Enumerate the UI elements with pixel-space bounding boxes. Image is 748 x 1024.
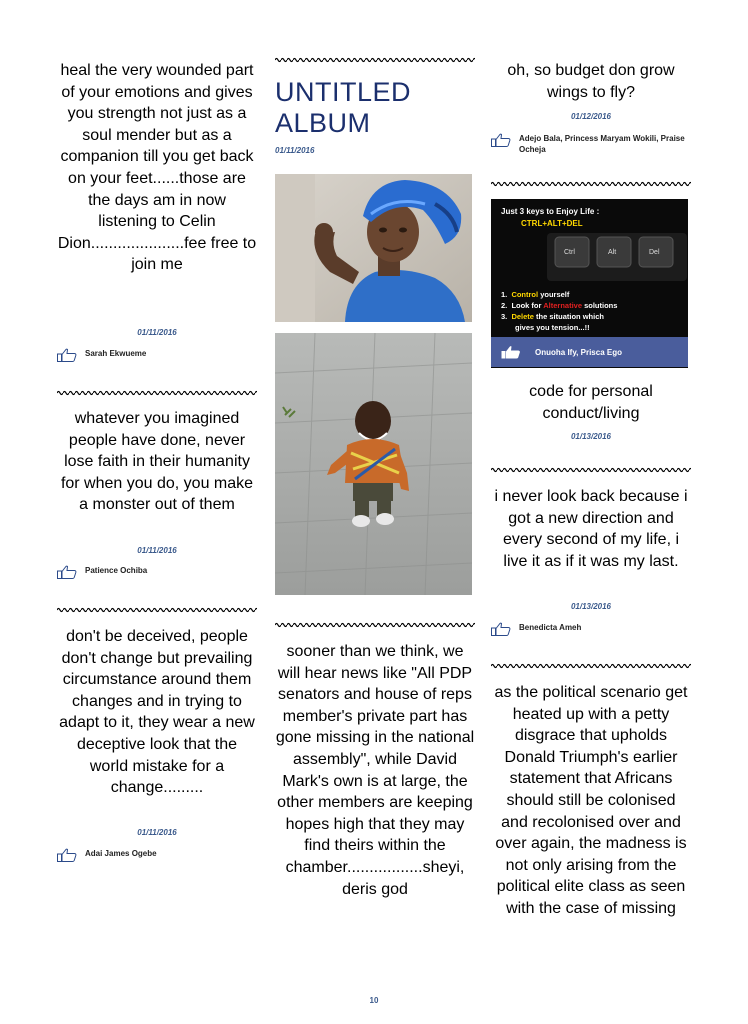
thumbs-up-icon[interactable] bbox=[491, 622, 511, 636]
post-text: heal the very wounded part of your emotions and gives you strength not just as a soul mender but as a companion till you get back on your feet......those are the days am in now listening to Celin Dion.....................fee free to join me bbox=[57, 62, 257, 274]
image-post[interactable] bbox=[491, 199, 688, 368]
wavy-divider bbox=[491, 662, 691, 670]
post-date: 01/13/2016 bbox=[570, 602, 612, 611]
likes-names: Adejo Bala, Princess Maryam Wokili, Praise Ocheja bbox=[519, 134, 685, 154]
wavy-divider bbox=[491, 466, 691, 474]
wavy-divider bbox=[57, 606, 257, 614]
post-text: as the political scenario get heated up with a petty disgrace that upholds Donald Triumph's earlier statement that Africans should still be colonised and recolonised over and over again, the madness is not only arising from the political elite class as seen with the case of missing bbox=[494, 684, 688, 917]
post-text: oh, so budget don grow wings to fly? bbox=[507, 62, 675, 101]
image-caption: code for personal conduct/living bbox=[529, 383, 653, 422]
post-date: 01/11/2016 bbox=[137, 546, 177, 555]
likes-row bbox=[491, 133, 691, 155]
thumbs-up-icon[interactable] bbox=[57, 848, 77, 862]
album-photo-woman[interactable] bbox=[275, 174, 472, 322]
album-title: UNTITLED ALBUM bbox=[275, 77, 412, 138]
likes-row bbox=[57, 348, 257, 362]
album-date: 01/11/2016 bbox=[275, 146, 315, 155]
post-text: don't be deceived, people don't change but prevailing circumstance around them changes and in trying to adapt to it, they wear a new deceptive look that the world mistake for a change......... bbox=[59, 628, 255, 797]
thumbs-up-icon[interactable] bbox=[57, 565, 77, 579]
page-number: 10 bbox=[369, 996, 379, 1005]
wavy-divider bbox=[275, 621, 475, 629]
post-date: 01/12/2016 bbox=[570, 112, 612, 121]
likes-row bbox=[57, 565, 257, 579]
likes-row bbox=[57, 848, 257, 862]
poster-tips: 1. Control yourself 2. Look for Alternative solutions 3. Delete the situation which gives you tension...!! bbox=[501, 290, 618, 332]
post-date: 01/13/2016 bbox=[570, 432, 612, 441]
key-alt: Alt bbox=[608, 249, 617, 256]
thumbs-up-icon[interactable] bbox=[491, 133, 511, 147]
post-text: sooner than we think, we will hear news like "All PDP senators and house of reps member's private part has gone missing in the national assembly", while David Mark's own is at large, the other members are keeping hopes high that they may find theirs within the chamber.................sheyi, deris god bbox=[275, 643, 475, 898]
likes-row bbox=[491, 622, 691, 636]
thumbs-up-icon[interactable] bbox=[57, 348, 77, 362]
wavy-divider bbox=[275, 56, 475, 64]
post-date: 01/11/2016 bbox=[137, 328, 177, 337]
key-del: Del bbox=[649, 249, 660, 256]
post-text: i never look back because i got a new direction and every second of my life, i live it as if it was my last. bbox=[494, 488, 688, 570]
thumbs-up-icon[interactable] bbox=[501, 345, 521, 359]
likes-names: Benedicta Ameh bbox=[519, 623, 582, 632]
key-ctrl: Ctrl bbox=[564, 249, 575, 256]
post-date: 01/11/2016 bbox=[137, 828, 177, 837]
wavy-divider bbox=[57, 389, 257, 397]
wavy-divider bbox=[491, 180, 691, 188]
keyboard-keys-image bbox=[547, 227, 687, 283]
poster-title: Just 3 keys to Enjoy Life : bbox=[501, 207, 600, 216]
image-likes-bar bbox=[491, 337, 688, 367]
post-text: whatever you imagined people have done, never lose faith in their humanity for when you do, you make a monster out of them bbox=[60, 410, 254, 514]
likes-names: Adai James Ogebe bbox=[85, 849, 157, 858]
likes-names: Patience Ochiba bbox=[85, 566, 148, 575]
poster-keys: CTRL+ALT+DEL bbox=[521, 219, 583, 228]
album-photo-child[interactable] bbox=[275, 333, 472, 595]
likes-names: Sarah Ekwueme bbox=[85, 349, 147, 358]
likes-names: Onuoha Ify, Prisca Ego bbox=[535, 347, 622, 357]
